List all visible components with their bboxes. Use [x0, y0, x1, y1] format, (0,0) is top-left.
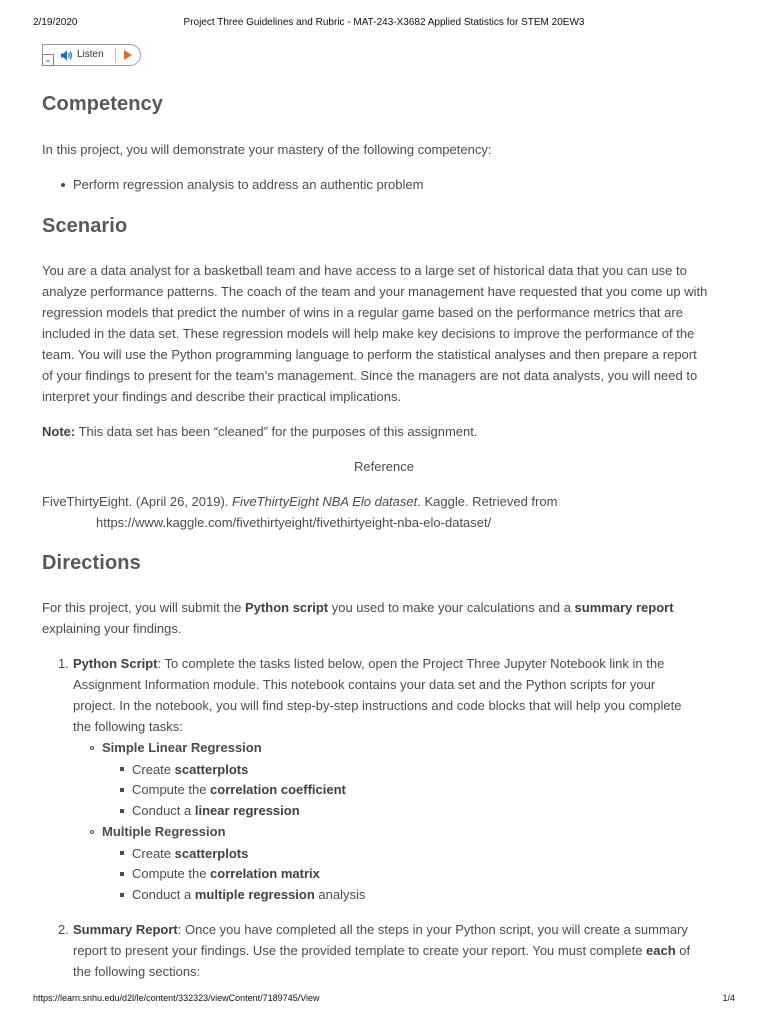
- scenario-line: of your findings to present for the team’s management. Since the managers are not data analysts, you will need to: [42, 368, 698, 383]
- chevron-down-icon[interactable]: ⌄: [42, 54, 54, 66]
- directions-intro: [42, 597, 674, 618]
- ref-title: FiveThirtyEight NBA Elo dataset: [232, 494, 418, 509]
- scenario-heading: Scenario: [42, 215, 128, 237]
- scenario-line: regression models that predict the number of wins in a regular game based on the performance metrics that are: [42, 305, 683, 320]
- item2-line: [73, 940, 690, 961]
- ref-author: FiveThirtyEight. (April 26, 2019).: [42, 494, 233, 509]
- item2-line: the following sections:: [73, 964, 201, 979]
- list-number: 1.: [58, 656, 69, 671]
- sub-item-text: analysis: [314, 887, 366, 902]
- scenario-line: team. You will use the Python programming language to perform the statistical analyses and then prepare a report: [42, 347, 697, 362]
- item1-line: project. In the notebook, you will find step-by-step instructions and code blocks that will help you complete: [73, 698, 682, 713]
- competency-heading: Competency: [42, 93, 164, 115]
- item2-bold: each: [646, 943, 676, 958]
- scenario-line: analyze performance patterns. The coach of the team and your management have requested that you come up with: [42, 284, 708, 299]
- sub-item-text: Create: [132, 846, 175, 861]
- print-url: https://learn.snhu.edu/d2l/le/content/332323/viewContent/7189745/View: [33, 993, 320, 1003]
- print-page-number: 1/4: [722, 993, 735, 1003]
- print-date: 2/19/2020: [33, 17, 78, 28]
- list-number: 2.: [58, 922, 69, 937]
- scenario-line: You are a data analyst for a basketball team and have access to a large set of historical data that you can use to: [42, 263, 687, 278]
- sub-item-bold: correlation coefficient: [210, 782, 346, 797]
- sub-item-text: Conduct a: [132, 803, 195, 818]
- circle-bullet: [90, 830, 94, 834]
- sub-item-bold: linear regression: [194, 803, 300, 818]
- sub-item-bold: scatterplots: [174, 846, 249, 861]
- item2-line: [73, 919, 688, 940]
- reference-url[interactable]: https://www.kaggle.com/fivethirtyeight/fivethirtyeight-nba-elo-dataset/: [96, 515, 492, 530]
- square-bullet: [120, 767, 124, 771]
- item2-text: : Once you have completed all the steps in your Python script, you will create a summary: [177, 922, 688, 937]
- sub-item: [132, 779, 346, 800]
- item2-label: Summary Report: [73, 922, 178, 937]
- note-text: This data set has been “cleaned” for the purposes of this assignment.: [75, 424, 478, 439]
- sub-heading: Simple Linear Regression: [102, 740, 262, 755]
- item1-line: the following tasks:: [73, 719, 183, 734]
- item1-line: Assignment Information module. This notebook contains your data set and the Python scripts for your: [73, 677, 656, 692]
- square-bullet: [120, 788, 124, 792]
- sub-item: [132, 863, 320, 884]
- sub-item: [132, 843, 248, 864]
- bullet: [61, 183, 65, 187]
- reference-citation: [42, 491, 557, 512]
- listen-label: Listen: [77, 49, 104, 60]
- sub-item-text: Compute the: [132, 782, 211, 797]
- square-bullet: [120, 851, 124, 855]
- print-header: [33, 17, 735, 31]
- scenario-note: [42, 421, 478, 442]
- play-icon[interactable]: [124, 50, 132, 60]
- item1-text: : To complete the tasks listed below, open the Project Three Jupyter Notebook link in the: [157, 656, 665, 671]
- sub-item-text: Compute the: [132, 866, 211, 881]
- intro-bold: Python script: [245, 600, 329, 615]
- reference-heading: Reference: [354, 459, 414, 474]
- item2-text: of: [675, 943, 691, 958]
- square-bullet: [120, 893, 124, 897]
- intro-text: you used to make your calculations and a: [328, 600, 575, 615]
- divider: [115, 48, 116, 63]
- sub-item: [132, 884, 365, 905]
- square-bullet: [120, 872, 124, 876]
- item1-line: [73, 653, 664, 674]
- item1-label: Python Script: [73, 656, 158, 671]
- item2-text: report to present your findings. Use the provided template to create your report. You must complete: [73, 943, 647, 958]
- directions-heading: Directions: [42, 552, 141, 574]
- sub-heading: Multiple Regression: [102, 824, 226, 839]
- sub-item-bold: multiple regression: [194, 887, 315, 902]
- sub-item-text: Conduct a: [132, 887, 195, 902]
- circle-bullet: [90, 746, 94, 750]
- intro-bold: summary report: [574, 600, 674, 615]
- intro-text: For this project, you will submit the: [42, 600, 246, 615]
- speaker-icon: [60, 49, 73, 62]
- competency-intro: In this project, you will demonstrate your mastery of the following competency:: [42, 142, 492, 157]
- directions-intro-cont: explaining your findings.: [42, 621, 182, 636]
- listen-button[interactable]: [42, 44, 141, 66]
- competency-bullet: Perform regression analysis to address an authentic problem: [73, 177, 424, 192]
- sub-item-bold: scatterplots: [174, 762, 249, 777]
- print-footer: [33, 993, 735, 1007]
- ref-rest: . Kaggle. Retrieved from: [417, 494, 558, 509]
- sub-item-text: Create: [132, 762, 175, 777]
- square-bullet: [120, 809, 124, 813]
- sub-item: [132, 800, 300, 821]
- note-label: Note:: [42, 424, 76, 439]
- scenario-line: interpret your findings and describe their practical implications.: [42, 389, 402, 404]
- sub-item-bold: correlation matrix: [210, 866, 320, 881]
- print-title: Project Three Guidelines and Rubric - MAT-243-X3682 Applied Statistics for STEM 20EW3: [183, 17, 585, 28]
- scenario-line: included in the data set. These regression models will help make key decisions to improve the performance of the: [42, 326, 695, 341]
- sub-item: [132, 759, 248, 780]
